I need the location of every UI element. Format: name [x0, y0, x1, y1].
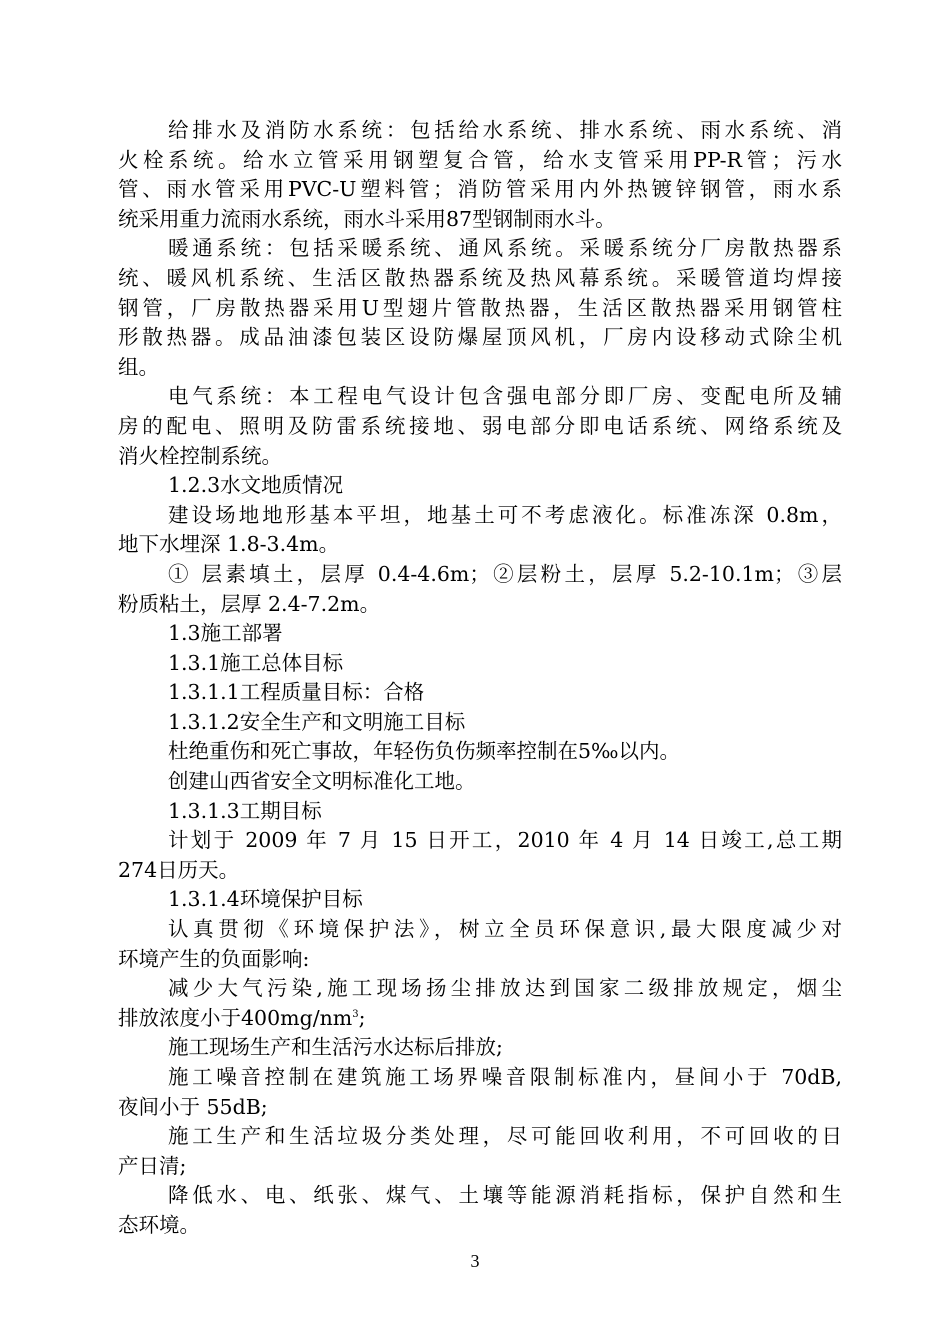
text-line-content: 夜间小于 55dB; — [118, 1094, 268, 1119]
text-line-content: 1.3.1.1工程质量目标：合格 — [168, 680, 425, 705]
text-line-content: 环境产生的负面影响: — [118, 946, 310, 971]
text-line — [118, 590, 842, 620]
superscript: 3 — [352, 1008, 359, 1020]
text-line-content: 认真贯彻《环境保护法》，树立全员环保意识,最大限度减少对 — [168, 917, 842, 942]
text-line-content: 274日历天。 — [118, 857, 240, 882]
text-line-content: 1.2.3水文地质情况 — [168, 473, 344, 498]
text-line — [118, 767, 842, 797]
text-line-content: 1.3.1施工总体目标 — [168, 650, 344, 675]
text-line — [118, 915, 842, 945]
text-line-content: 电气系统：本工程电气设计包含强电部分即厂房、变配电所及辅 — [168, 384, 842, 409]
text-line-content: 排放浓度小于400mg/nm — [118, 1005, 353, 1030]
text-line-content: 1.3施工部署 — [168, 621, 283, 646]
text-line — [118, 234, 842, 264]
text-line — [118, 797, 842, 827]
text-line — [118, 1211, 842, 1241]
text-line-content: 施工生产和生活垃圾分类处理，尽可能回收利用，不可回收的日 — [168, 1124, 842, 1149]
text-line — [118, 649, 842, 679]
text-line — [118, 412, 842, 442]
text-line — [118, 1093, 842, 1123]
text-line — [118, 1152, 842, 1182]
text-line-content: 1.3.1.4环境保护目标 — [168, 887, 363, 912]
text-line-content: 施工噪音控制在建筑施工场界噪音限制标准内，昼间小于 70dB, — [168, 1065, 842, 1089]
text-line — [118, 1122, 842, 1152]
text-line-content: 杜绝重伤和死亡事故，年轻伤负伤频率控制在5‰以内。 — [168, 739, 681, 764]
text-line-content: 1.3.1.3工期目标 — [168, 798, 322, 823]
text-line — [118, 856, 842, 886]
text-line-content: 给排水及消防水系统：包括给水系统、排水系统、雨水系统、消 — [168, 118, 842, 142]
text-line-content: 统采用重力流雨水系统，雨水斗采用87型钢制雨水斗。 — [118, 206, 616, 231]
text-line — [118, 382, 842, 412]
text-line — [118, 974, 842, 1004]
text-line-content: 地下水埋深 1.8-3.4m。 — [118, 532, 340, 557]
text-line — [118, 1004, 842, 1034]
text-line — [118, 530, 842, 560]
text-line — [118, 442, 842, 472]
text-line — [118, 353, 842, 383]
text-line-content: 组。 — [118, 354, 159, 379]
text-line-content: 钢管，厂房散热器采用U型翅片管散热器，生活区散热器采用钢管柱 — [118, 295, 842, 320]
text-line — [118, 323, 842, 353]
text-line — [118, 1033, 842, 1063]
text-line — [118, 146, 842, 176]
text-line — [118, 471, 842, 501]
text-line-content: 建设场地地形基本平坦，地基土可不考虑液化。标准冻深 0.8m， — [168, 502, 842, 527]
text-line-content: 产日清; — [118, 1153, 187, 1178]
text-line — [118, 264, 842, 294]
text-line-content: 粉质粘土，层厚 2.4-7.2m。 — [118, 591, 381, 616]
text-line — [118, 294, 842, 324]
text-line-content: 统、暖风机系统、生活区散热器系统及热风幕系统。采暖管道均焊接 — [118, 265, 842, 290]
text-line-content: 房的配电、照明及防雷系统接地、弱电部分即电话系统、网络系统及 — [118, 413, 842, 438]
text-line-content: 消火栓控制系统。 — [118, 443, 282, 468]
text-line — [118, 826, 842, 856]
text-line — [118, 1181, 842, 1211]
text-line-content: 施工现场生产和生活污水达标后排放; — [168, 1035, 503, 1060]
text-line — [118, 885, 842, 915]
text-line-content: 计划于 2009 年 7 月 15 日开工，2010 年 4 月 14 日竣工,总工期 — [168, 828, 842, 853]
text-line-content: 管、雨水管采用PVC-U塑料管；消防管采用内外热镀锌钢管，雨水系 — [118, 177, 842, 202]
text-line-content: ① 层素填土，层厚 0.4-4.6m；②层粉土，层厚 5.2-10.1m；③层 — [168, 561, 842, 586]
text-line-content: 创建山西省安全文明标准化工地。 — [168, 769, 476, 794]
text-line — [118, 560, 842, 590]
text-line-suffix: ; — [358, 1005, 366, 1030]
document-body — [118, 116, 842, 1241]
text-line — [118, 619, 842, 649]
text-line — [118, 501, 842, 531]
text-line-content: 1.3.1.2安全生产和文明施工目标 — [168, 709, 466, 734]
text-line-content: 减少大气污染,施工现场扬尘排放达到国家二级排放规定，烟尘 — [168, 976, 842, 1001]
text-line-content: 态环境。 — [118, 1212, 200, 1237]
text-line — [118, 737, 842, 767]
text-line — [118, 175, 842, 205]
text-line — [118, 1063, 842, 1093]
text-line — [118, 945, 842, 975]
text-line — [118, 116, 842, 146]
text-line — [118, 708, 842, 738]
text-line — [118, 205, 842, 235]
text-line-content: 形散热器。成品油漆包装区设防爆屋顶风机，厂房内设移动式除尘机 — [118, 325, 842, 350]
text-line — [118, 678, 842, 708]
text-line-content: 暖通系统：包括采暖系统、通风系统。采暖系统分厂房散热器系 — [168, 236, 842, 261]
text-line-content: 降低水、电、纸张、煤气、土壤等能源消耗指标，保护自然和生 — [168, 1183, 842, 1208]
page-number: 3 — [470, 1251, 480, 1271]
text-line-content: 火栓系统。给水立管采用钢塑复合管，给水支管采用PP-R管；污水 — [118, 147, 842, 172]
